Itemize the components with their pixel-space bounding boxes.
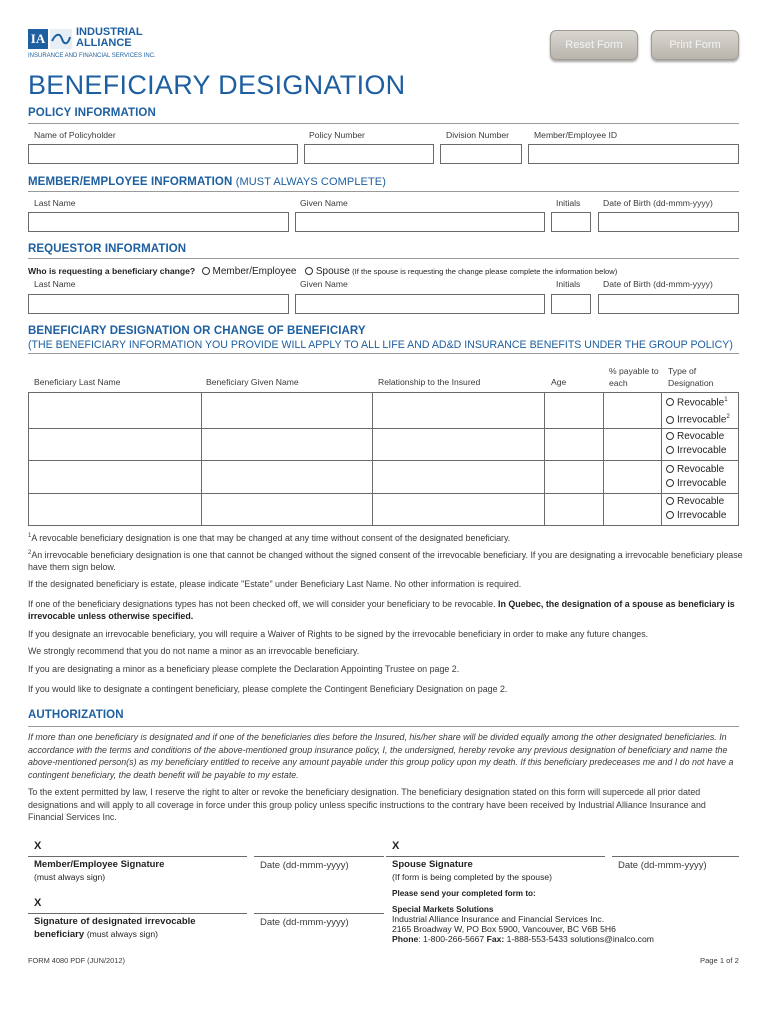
mailing-contact [392,934,654,944]
mailing-address: 2165 Broadway W, PO Box 5900, Vancouver, BC V6B 5H6 [392,924,616,934]
requestor-question-row [28,266,617,277]
logo-name [76,27,143,49]
fax-label: Fax: [486,934,505,944]
fax-number: 1-888-553-5433 [504,934,568,944]
col-type: Type of Designation [668,366,714,388]
radio-spouse-icon[interactable] [305,267,313,275]
spouse-signature-line[interactable] [386,856,605,857]
note-4-text: If one of the beneficiary designations types has not been checked off, we will consider your beneficiary to be revocable. [28,599,496,609]
age-cell[interactable] [545,393,604,429]
radio-member-icon[interactable] [202,267,210,275]
beneficiary-last-name-cell[interactable] [29,461,202,494]
note-2-text: An irrevocable beneficiary designation is one that cannot be changed without the signed consent of the irrevocable beneficiary. If you are designating a irrevocable beneficiary please have them sign below. [28,549,743,572]
irrevocable-date-label: Date (dd-mmm-yyyy) [260,917,349,928]
option-irrevocable[interactable] [666,410,738,427]
spouse-signature-label: Spouse Signature [392,859,473,870]
member-heading-note: (MUST ALWAYS COMPLETE) [235,176,387,188]
member-given-name-input[interactable] [295,212,545,232]
policy-number-input[interactable] [304,144,434,164]
table-row [29,393,739,429]
member-signature-label-block [34,859,164,884]
irrevocable-signature-line[interactable] [28,913,247,914]
percent-cell[interactable] [604,393,662,429]
percent-cell[interactable] [604,428,662,461]
irrevocable-label: Irrevocable [676,445,727,457]
percent-cell[interactable] [604,493,662,526]
member-dob-input[interactable] [598,212,739,232]
relationship-cell[interactable] [373,393,545,429]
age-cell[interactable] [545,493,604,526]
option-irrevocable[interactable] [666,509,738,523]
member-dob-label: Date of Birth (dd-mmm-yyyy) [603,198,713,208]
mailing-intro: Please send your completed form to: [392,889,536,898]
beneficiary-given-name-cell[interactable] [201,428,373,461]
beneficiary-heading: BENEFICIARY DESIGNATION OR CHANGE OF BENEFICIARY [28,325,366,337]
option-spouse-label: Spouse [315,266,350,277]
relationship-cell[interactable] [373,461,545,494]
percent-cell[interactable] [604,461,662,494]
radio-irrevocable-icon[interactable] [666,479,674,487]
authorization-paragraph-2: To the extent permitted by law, I reserve the right to alter or revoke the beneficiary designation. The beneficiary designation stated on this form will supercede all prior dated designations and will apply to all coverage in force under this group policy unless specific instructions to the contrary have been received by Industrial Alliance Insurance and Financial Services Inc. [28,787,706,822]
requestor-given-name-input[interactable] [295,294,545,314]
beneficiary-last-name-cell[interactable] [29,393,202,429]
option-member-employee[interactable] [202,266,297,276]
member-last-name-label: Last Name [34,198,76,208]
spouse-note: (If the spouse is requesting the change please complete the information below) [352,267,618,276]
revocable-label: Revocable [676,397,725,409]
table-row [29,461,739,494]
irrevocable-label: Irrevocable [676,477,727,489]
mailing-company: Industrial Alliance Insurance and Financial Services Inc. [392,914,605,924]
member-id-label: Member/Employee ID [534,130,618,140]
division-number-label: Division Number [446,130,510,140]
requestor-dob-label: Date of Birth (dd-mmm-yyyy) [603,279,713,289]
policy-rule [28,123,739,124]
requestor-rule [28,258,739,259]
irrevocable-label: Irrevocable [676,414,727,426]
col-last-name: Beneficiary Last Name [34,377,121,387]
irrevocable-footnote-mark: 2 [726,414,730,421]
logo-name-line1: INDUSTRIAL [76,26,143,38]
radio-revocable-icon[interactable] [666,497,674,505]
policy-number-label: Policy Number [309,130,365,140]
radio-revocable-icon[interactable] [666,398,674,406]
requestor-last-name-label: Last Name [34,279,76,289]
member-signature-line[interactable] [28,856,247,857]
designation-type-cell [661,428,738,461]
policyholder-label: Name of Policyholder [34,130,116,140]
spouse-signature-label-block [392,859,552,884]
irrevocable-date-line[interactable] [254,913,384,914]
member-signature-x: X [34,840,42,852]
irrevocable-signature-label: Signature of designated irrevocable beneficiary [34,916,196,940]
division-number-input[interactable] [440,144,522,164]
beneficiary-rule [28,353,739,354]
policyholder-input[interactable] [28,144,298,164]
member-given-name-label: Given Name [300,198,348,208]
col-percent: % payable to each [609,366,659,388]
note-4-quebec: In Quebec, the designation of a spouse as beneficiary is irrevocable unless otherwise specified. [28,599,735,621]
beneficiary-given-name-cell[interactable] [201,393,373,429]
designation-type-cell [661,393,738,429]
option-revocable[interactable] [666,495,738,509]
member-initials-label: Initials [556,198,581,208]
authorization-rule [28,726,739,727]
irrevocable-signature-x: X [34,897,42,909]
age-cell[interactable] [545,428,604,461]
note-irrevocable [28,547,743,573]
radio-revocable-icon[interactable] [666,465,674,473]
contact-email[interactable]: solutions@inalco.com [570,934,654,944]
requestor-initials-label: Initials [556,279,581,289]
col-given-name: Beneficiary Given Name [206,377,299,387]
radio-irrevocable-icon[interactable] [666,511,674,519]
option-revocable[interactable] [666,393,738,410]
revocable-footnote-mark: 1 [724,397,728,403]
page-number: Page 1 of 2 [700,956,739,965]
irrevocable-label: Irrevocable [676,510,727,522]
member-heading-text: MEMBER/EMPLOYEE INFORMATION [28,176,233,188]
note-2-mark: 2 [28,550,32,556]
revocable-label: Revocable [676,463,725,475]
note-estate: If the designated beneficiary is estate, please indicate "Estate" under Beneficiary Last Name. No other information is required. [28,579,522,589]
note-contingent: If you would like to designate a contingent beneficiary, please complete the Contingent Beneficiary Designation on page 2. [28,684,508,694]
authorization-paragraph-1: If more than one beneficiary is designated and if one of the beneficiaries dies before the Insured, his/her share will be divided equally among the other designated beneficiaries. In accordance with the terms and conditions of the above-mentioned group insurance policy, I, the undersigned, hereby revoke any previous designation of beneficiary and name the above-mentioned person(s) as my beneficiary entitled to receive any amount payable under this group policy upon my death. If this beneficiary predeceases me and I do not have a contingent beneficiary, the death benefit will be payable to my estate. [28,732,734,780]
beneficiary-given-name-cell[interactable] [201,461,373,494]
beneficiary-last-name-cell[interactable] [29,493,202,526]
note-1-mark: 1 [28,533,32,539]
requestor-heading: REQUESTOR INFORMATION [28,243,187,255]
option-member-label: Member/Employee [212,266,297,277]
requestor-last-name-input[interactable] [28,294,289,314]
radio-irrevocable-icon[interactable] [666,416,674,424]
note-revocable [28,530,743,544]
relationship-cell[interactable] [373,493,545,526]
print-form-button[interactable]: Print Form [651,30,739,60]
spouse-date-line[interactable] [612,856,739,857]
designation-type-cell [661,493,738,526]
table-row [29,428,739,461]
member-date-label: Date (dd-mmm-yyyy) [260,860,349,871]
requestor-dob-input[interactable] [598,294,739,314]
option-irrevocable[interactable] [666,477,738,491]
age-cell[interactable] [545,461,604,494]
requestor-initials-input[interactable] [551,294,591,314]
policy-heading: POLICY INFORMATION [28,107,156,119]
radio-revocable-icon[interactable] [666,432,674,440]
member-signature-note: (must always sign) [34,872,106,882]
member-initials-input[interactable] [551,212,591,232]
revocable-label: Revocable [676,496,725,508]
option-irrevocable[interactable] [666,444,738,458]
requestor-given-name-label: Given Name [300,279,348,289]
option-spouse[interactable] [305,266,350,276]
logo-mark-text: IA [28,29,48,49]
phone-label: Phone [392,934,419,944]
beneficiary-subheading: (THE BENEFICIARY INFORMATION YOU PROVIDE WILL APPLY TO ALL LIFE AND AD&D INSURANCE BENEFITS UNDER THE GROUP POLICY) [28,339,733,351]
page-title: BENEFICIARY DESIGNATION [28,70,406,100]
spouse-date-label: Date (dd-mmm-yyyy) [618,860,707,871]
col-relationship: Relationship to the Insured [378,377,481,387]
beneficiary-last-name-cell[interactable] [29,428,202,461]
radio-irrevocable-icon[interactable] [666,446,674,454]
member-last-name-input[interactable] [28,212,289,232]
form-id: FORM 4080 PDF (JUN/2012) [28,956,125,965]
beneficiary-table [28,392,739,526]
note-waiver: If you designate an irrevocable beneficiary, you will require a Waiver of Rights to be signed by the irrevocable beneficiary in order to make any future changes. [28,629,649,639]
option-revocable[interactable] [666,463,738,477]
revocable-label: Revocable [676,431,725,443]
irrevocable-signature-note: (must always sign) [86,929,158,939]
company-logo [28,27,158,67]
logo-tagline: INSURANCE AND FINANCIAL SERVICES INC. [28,53,156,59]
irrevocable-signature-label-block [34,916,224,941]
logo-name-line2: ALLIANCE [76,37,132,49]
note-1-text: A revocable beneficiary designation is one that may be changed at any time without consent of the designated beneficiary. [31,532,511,543]
note-trustee: If you are designating a minor as a beneficiary please complete the Declaration Appointing Trustee on page 2. [28,664,460,674]
spouse-signature-note: (If form is being completed by the spouse) [392,872,553,882]
col-age: Age [551,377,567,387]
relationship-cell[interactable] [373,428,545,461]
requestor-question: Who is requesting a beneficiary change? [28,266,196,276]
reset-form-button[interactable]: Reset Form [550,30,638,60]
member-rule [28,191,739,192]
authorization-heading: AUTHORIZATION [28,709,124,721]
designation-type-cell [661,461,738,494]
logo-mark [28,29,72,49]
member-signature-label: Member/Employee Signature [34,859,165,870]
wave-icon [50,29,72,49]
member-date-line[interactable] [254,856,384,857]
note-minor-irrevocable: We strongly recommend that you do not name a minor as an irrevocable beneficiary. [28,646,360,656]
member-id-input[interactable] [528,144,739,164]
mailing-dept: Special Markets Solutions [392,905,494,914]
option-revocable[interactable] [666,430,738,444]
beneficiary-given-name-cell[interactable] [201,493,373,526]
note-default-revocable [28,598,743,622]
table-row [29,493,739,526]
member-heading [28,176,386,188]
spouse-signature-x: X [392,840,400,852]
phone-number: : 1-800-266-5667 [418,934,485,944]
